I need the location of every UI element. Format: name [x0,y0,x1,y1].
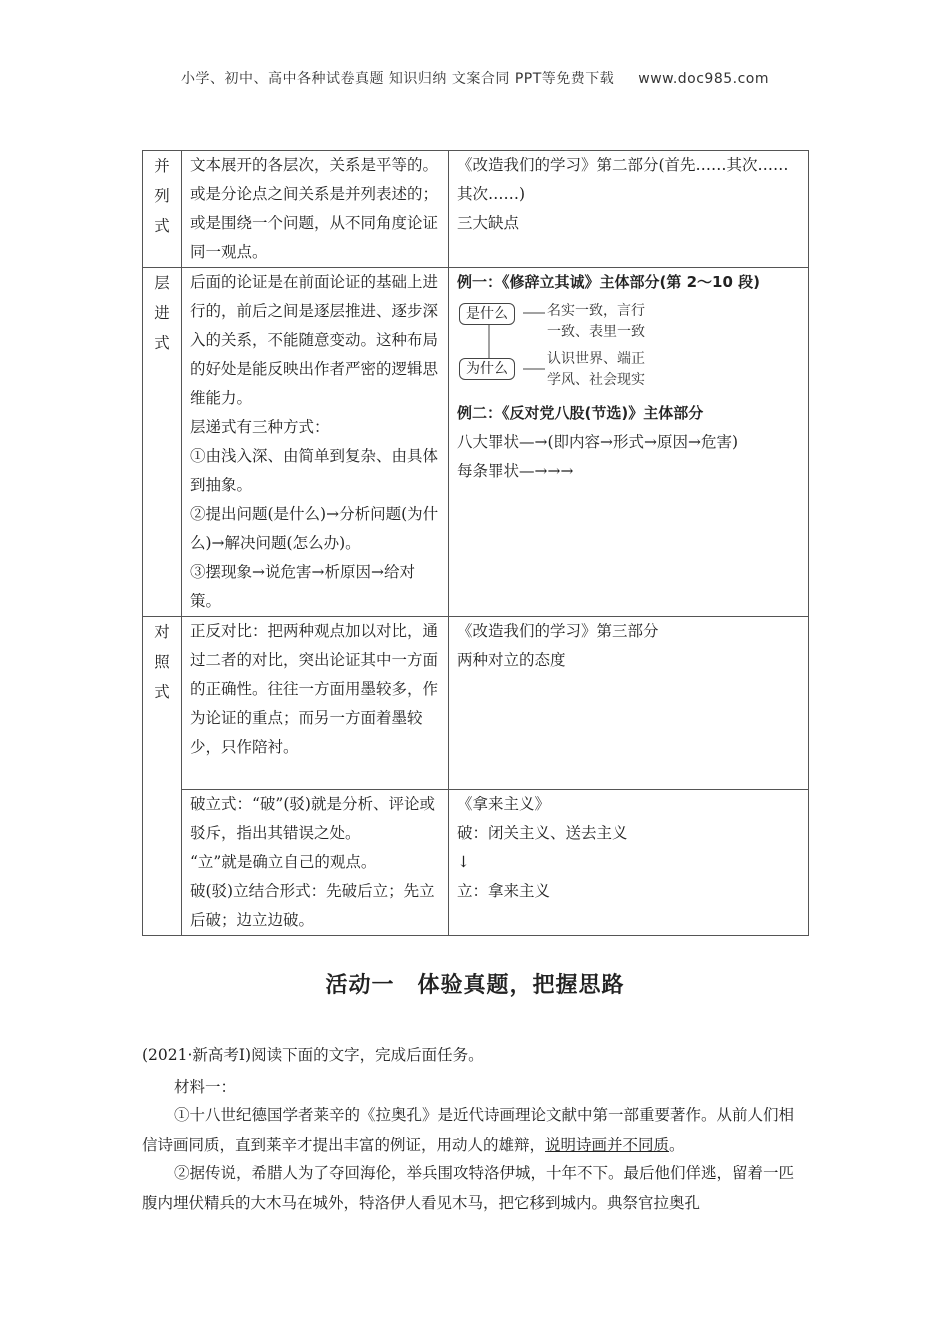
type-cell: 层 进 式 [143,268,182,617]
description-cell: 正反对比：把两种观点加以对比，通过二者的对比，突出论证其中一方面的正确性。往往一方面用墨较多，作为论证的重点；而另一方面着墨较少，只作陪衬。 [182,617,449,790]
why-text-line2: 学风、社会现实 [547,372,645,388]
page-header [0,68,950,88]
what-box: 是什么 [459,303,515,325]
activity-title: 活动一 体验真题，把握思路 [325,973,625,998]
down-arrow-icon: ↓ [457,853,470,871]
table-row [143,268,809,617]
table-row [143,790,809,936]
table-row [143,151,809,268]
description-cell: 文本展开的各层次，关系是平等的。或是分论点之间关系是并列表述的；或是围绕一个问题，从不同角度论证同一观点。 [182,151,449,268]
example-two-title: 例二：《反对党八股(节选)》主体部分 [457,404,704,422]
example-cell: 例一：《修辞立其诚》主体部分(第 2～10 段) 是什么 名实一致，言行 一致、表里一致 为什么 认识世界、端正 学风、社会现实 例二：《反对党八股(节选)》主体部分 八大罪状—→(即内容→形式→原因→危害) 每条罪状—→→→ [449,268,809,617]
underlined-phrase: 说明诗画并不同质 [545,1136,670,1154]
material-label: 材料一： [174,1078,237,1096]
material-paragraph-1: ①十八世纪德国学者莱辛的《拉奥孔》是近代诗画理论文献中第一部重要著作。从前人们相信诗画同质，直到莱辛才提出丰富的例证，用动人的雄辩，说明诗画并不同质。 [142,1106,795,1154]
example-cell: 《改造我们的学习》第三部分 两种对立的态度 [449,617,809,790]
exam-source: (2021·新高考Ⅰ)阅读下面的文字，完成后面任务。 [142,1046,484,1064]
example-cell: 《拿来主义》 破：闭关主义、送去主义 ↓ 立：拿来主义 [449,790,809,936]
type-cell: 并 列 式 [143,151,182,268]
description-cell: 后面的论证是在前面论证的基础上进行的，前后之间是逐层推进、逐步深入的关系，不能随意变动。这种布局的好处是能反映出作者严密的逻辑思维能力。 层递式有三种方式： ①由浅入深、由简单到复杂、由具体到抽象。 ②提出问题(是什么)→分析问题(为什么)→解决问题(怎么办)。 ③摆现象→说危害→析原因→给对策。 [182,268,449,617]
table-row [143,617,809,790]
header-site[interactable]: www.doc985.com [638,71,770,87]
argument-structure-table [142,150,809,936]
what-why-diagram [457,301,757,393]
why-box: 为什么 [459,358,515,380]
why-text-line1: 认识世界、端正 [547,351,645,367]
example-cell: 《改造我们的学习》第二部分(首先……其次……其次……) 三大缺点 [449,151,809,268]
header-text: 小学、初中、高中各种试卷真题 知识归纳 文案合同 PPT等免费下载 [180,71,615,87]
type-cell: 对 照 式 [143,617,182,936]
example-one-title: 例一：《修辞立其诚》主体部分(第 2～10 段) [457,273,760,291]
what-text-line1: 名实一致，言行 [547,303,645,319]
what-text-line2: 一致、表里一致 [547,324,645,340]
description-cell: 破立式：“破”(驳)就是分析、评论或驳斥，指出其错误之处。 “立”就是确立自己的观点。 破(驳)立结合形式：先破后立；先立后破；边立边破。 [182,790,449,936]
material-paragraph-2: ②据传说，希腊人为了夺回海伦，举兵围攻特洛伊城，十年不下。最后他们佯逃，留着一匹腹内埋伏精兵的大木马在城外，特洛伊人看见木马，把它移到城内。典祭官拉奥孔 [142,1164,795,1212]
